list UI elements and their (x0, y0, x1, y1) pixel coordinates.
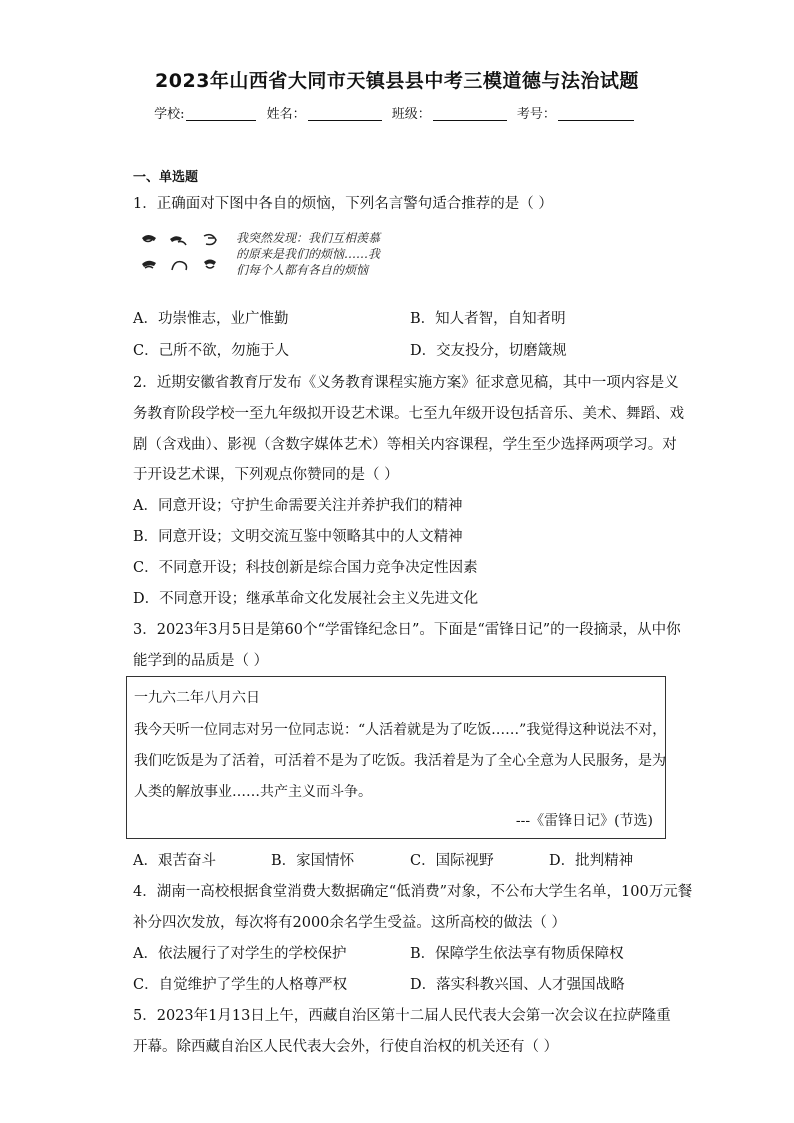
q4-option-a[interactable]: A．依法履行了对学生的学校保护 (133, 946, 347, 962)
exam-number-label: 考号： (516, 107, 556, 122)
q2-stem-line-4: 于开设艺术课，下列观点你赞同的是（ ） (133, 467, 399, 483)
q4-option-d[interactable]: D．落实科教兴国、人才强国战略 (410, 977, 625, 993)
q2-option-d[interactable]: D．不同意开设；继承革命文化发展社会主义先进文化 (133, 591, 479, 607)
q3-option-d[interactable]: D．批判精神 (549, 853, 634, 869)
q1-stem: 1．正确面对下图中各自的烦恼，下列名言警句适合推荐的是（ ） (133, 196, 553, 212)
q1-comic-figure (138, 226, 438, 282)
q3-stem-line-2: 能学到的品质是（ ） (133, 653, 269, 669)
face-icon (172, 262, 187, 270)
q2-stem-line-2: 务教育阶段学校一至九年级拟开设艺术课。七至九年级开设包括音乐、美术、舞蹈、戏 (133, 406, 684, 422)
q1-option-d[interactable]: D．交友投分，切磨箴规 (410, 343, 567, 359)
q4-option-b[interactable]: B．保障学生依法享有物质保障权 (410, 946, 624, 962)
q3-option-b[interactable]: B．家国情怀 (271, 853, 355, 869)
diary-line-1: 我今天听一位同志对另一位同志说：“人活着就是为了吃饭……”我觉得这种说法不对， (134, 722, 667, 738)
q4-option-c[interactable]: C．自觉维护了学生的人格尊严权 (133, 977, 348, 993)
q2-stem-line-3: 剧（含戏曲）、影视（含数字媒体艺术）等相关内容课程，学生至少选择两项学习。对 (133, 437, 677, 453)
q2-option-c[interactable]: C．不同意开设；科技创新是综合国力竞争决定性因素 (133, 560, 478, 576)
q4-stem-line-2: 补分四次发放，每次将有2000余名学生受益。这所高校的做法（ ） (133, 915, 567, 931)
face-icon (204, 260, 216, 269)
page-title: 2023年山西省大同市天镇县县中考三模道德与法治试题 (155, 70, 639, 92)
q4-stem-line-1: 4．湖南一高校根据食堂消费大数据确定“低消费”对象，不公布大学生名单，100万元餐 (133, 884, 693, 900)
q5-stem-line-2: 开幕。除西藏自治区人民代表大会外，行使自治权的机关还有（ ） (133, 1039, 559, 1055)
student-info-row (0, 103, 794, 122)
class-label: 班级： (391, 107, 431, 122)
figure-text-1: 我突然发现：我们互相羡慕 (236, 231, 381, 245)
q3-diary-excerpt-box (126, 676, 666, 839)
face-icon (142, 261, 156, 268)
diary-line-2: 我们吃饭是为了活着，可活着不是为了吃饭。我活着是为了全心全意为人民服务，是为 (134, 753, 666, 769)
q3-option-a[interactable]: A．艰苦奋斗 (133, 853, 216, 869)
figure-text-2: 的原来是我们的烦恼……我 (236, 247, 381, 261)
face-icon (142, 235, 156, 242)
q1-option-a[interactable]: A．功崇惟志，业广惟勤 (133, 311, 289, 327)
q2-option-a[interactable]: A．同意开设；守护生命需要关注并养护我们的精神 (133, 498, 463, 514)
q3-stem-line-1: 3．2023年3月5日是第60个“学雷锋纪念日”。下面是“雷锋日记”的一段摘录，从中你 (133, 622, 681, 638)
q2-option-b[interactable]: B．同意开设；文明交流互鉴中领略其中的人文精神 (133, 529, 463, 545)
q3-option-c[interactable]: C．国际视野 (410, 853, 494, 869)
exam-number-blank[interactable] (558, 106, 634, 121)
q1-option-c[interactable]: C．己所不欲，勿施于人 (133, 343, 290, 359)
figure-text-3: 们每个人都有各自的烦恼 (236, 263, 369, 277)
diary-line-3: 人类的解放事业……共产主义而斗争。 (134, 784, 372, 800)
class-blank[interactable] (433, 106, 507, 121)
q2-stem-line-1: 2．近期安徽省教育厅发布《义务教育课程实施方案》征求意见稿，其中一项内容是义 (133, 375, 679, 391)
section-title: 一、单选题 (133, 170, 199, 185)
school-label: 学校: (154, 107, 185, 122)
q5-stem-line-1: 5．2023年1月13日上午，西藏自治区第十二届人民代表大会第一次会议在拉萨隆重 (133, 1008, 671, 1024)
name-blank[interactable] (308, 106, 382, 121)
face-icon (204, 235, 216, 245)
q1-option-b[interactable]: B．知人者智，自知者明 (410, 311, 566, 327)
school-blank[interactable] (186, 106, 256, 121)
diary-source: ---《雷锋日记》(节选) (515, 813, 653, 829)
face-icon (170, 236, 186, 245)
name-label: 姓名： (266, 107, 306, 122)
diary-date: 一九六二年八月六日 (134, 690, 260, 706)
